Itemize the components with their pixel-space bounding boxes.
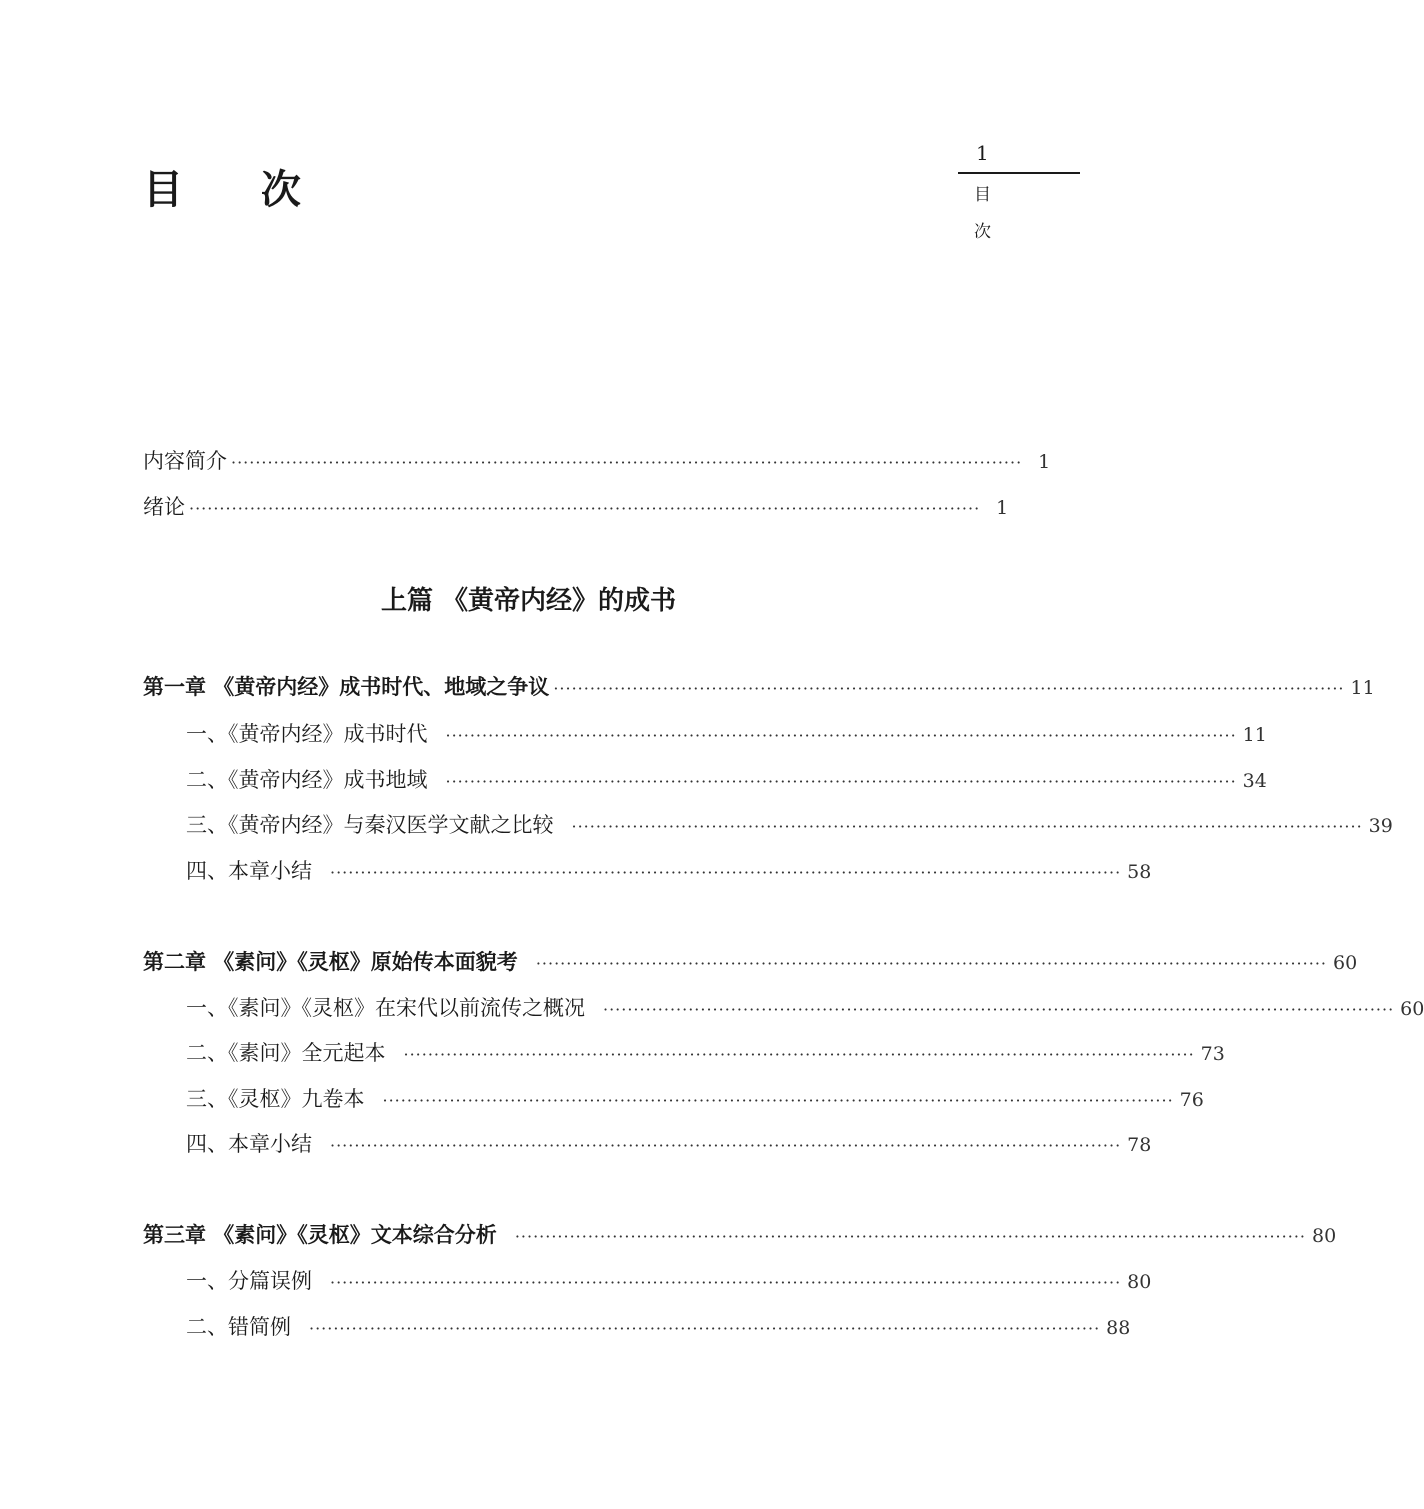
toc-section-label: 一、《黄帝内经》成书时代	[186, 722, 428, 746]
toc-section-page: 73	[1200, 1043, 1225, 1065]
toc-section-page: 39	[1368, 815, 1393, 837]
toc-section-label: 三、《灵枢》九卷本	[186, 1087, 365, 1111]
toc-section-label: 一、分篇误例	[186, 1269, 312, 1293]
side-tab-char: 次	[974, 222, 991, 242]
toc-chapter-label: 第一章 《黄帝内经》成书时代、地域之争议	[143, 674, 550, 699]
dot-leader: ··································································································································	[553, 679, 1345, 698]
toc-chapter-page: 11	[1350, 677, 1375, 699]
toc-entry-label: 绪论	[143, 495, 185, 519]
toc-section-page: 78	[1127, 1134, 1152, 1156]
dot-leader: ··································································································································	[309, 1319, 1101, 1338]
page-title: 目 次	[143, 166, 333, 213]
toc-chapter-3[interactable]	[143, 1219, 1337, 1251]
dot-leader: ··································································································································	[603, 1000, 1395, 1019]
toc-section-label: 二、《素问》全元起本	[186, 1041, 386, 1065]
toc-section-page: 88	[1106, 1317, 1131, 1339]
dot-leader: ··································································································································	[445, 772, 1237, 791]
toc-entry-page: 1	[996, 497, 1009, 519]
toc-entry-page: 1	[1038, 451, 1051, 473]
dot-leader: ··································································································································	[330, 863, 1122, 882]
side-page-number: 1	[976, 141, 989, 165]
toc-section[interactable]	[186, 1128, 1152, 1160]
dot-leader: ··································································································································	[330, 1273, 1122, 1292]
dot-leader: ··································································································································	[403, 1045, 1195, 1064]
toc-entry-intro[interactable]	[143, 445, 1051, 477]
toc-section[interactable]	[186, 1265, 1152, 1297]
toc-chapter-label: 第二章 《素问》《灵枢》原始传本面貌考	[143, 949, 518, 974]
toc-section[interactable]	[186, 992, 1424, 1024]
toc-entry-label: 内容简介	[143, 449, 227, 473]
dot-leader: ··································································································································	[535, 954, 1327, 973]
dot-leader: ··································································································································	[382, 1091, 1174, 1110]
toc-section[interactable]	[186, 809, 1393, 841]
toc-section[interactable]	[186, 1311, 1131, 1343]
toc-section-label: 二、《黄帝内经》成书地域	[186, 768, 428, 792]
dot-leader: ··································································································································	[189, 499, 981, 518]
toc-section[interactable]	[186, 1083, 1204, 1115]
dot-leader: ··································································································································	[445, 726, 1237, 745]
toc-section[interactable]	[186, 718, 1267, 750]
toc-section[interactable]	[186, 855, 1152, 887]
side-rule	[958, 172, 1080, 174]
toc-section-page: 80	[1127, 1271, 1152, 1293]
dot-leader: ··································································································································	[330, 1136, 1122, 1155]
dot-leader: ··································································································································	[231, 453, 1023, 472]
toc-chapter-page: 80	[1311, 1225, 1337, 1247]
toc-section-page: 76	[1179, 1089, 1204, 1111]
dot-leader: ··································································································································	[514, 1227, 1306, 1246]
toc-section-label: 三、《黄帝内经》与秦汉医学文献之比较	[186, 813, 554, 837]
part-heading: 上篇 《黄帝内经》的成书	[380, 586, 677, 616]
toc-section-page: 11	[1242, 724, 1267, 746]
toc-section-page: 58	[1127, 861, 1152, 883]
toc-section-label: 四、本章小结	[186, 1132, 312, 1156]
toc-chapter-1[interactable]	[143, 671, 1375, 703]
toc-section[interactable]	[186, 1037, 1225, 1069]
toc-section-label: 二、错简例	[186, 1315, 291, 1339]
dot-leader: ··································································································································	[571, 817, 1363, 836]
toc-entry-introduction[interactable]	[143, 491, 1009, 523]
toc-section-page: 60	[1400, 998, 1424, 1020]
toc-chapter-2[interactable]	[143, 946, 1358, 978]
side-tab-char: 目	[974, 185, 991, 205]
toc-section-label: 四、本章小结	[186, 859, 312, 883]
toc-chapter-page: 60	[1332, 952, 1358, 974]
toc-section[interactable]	[186, 764, 1267, 796]
toc-section-page: 34	[1242, 770, 1267, 792]
toc-section-label: 一、《素问》《灵枢》在宋代以前流传之概况	[186, 996, 585, 1020]
toc-chapter-label: 第三章 《素问》《灵枢》文本综合分析	[143, 1222, 497, 1247]
